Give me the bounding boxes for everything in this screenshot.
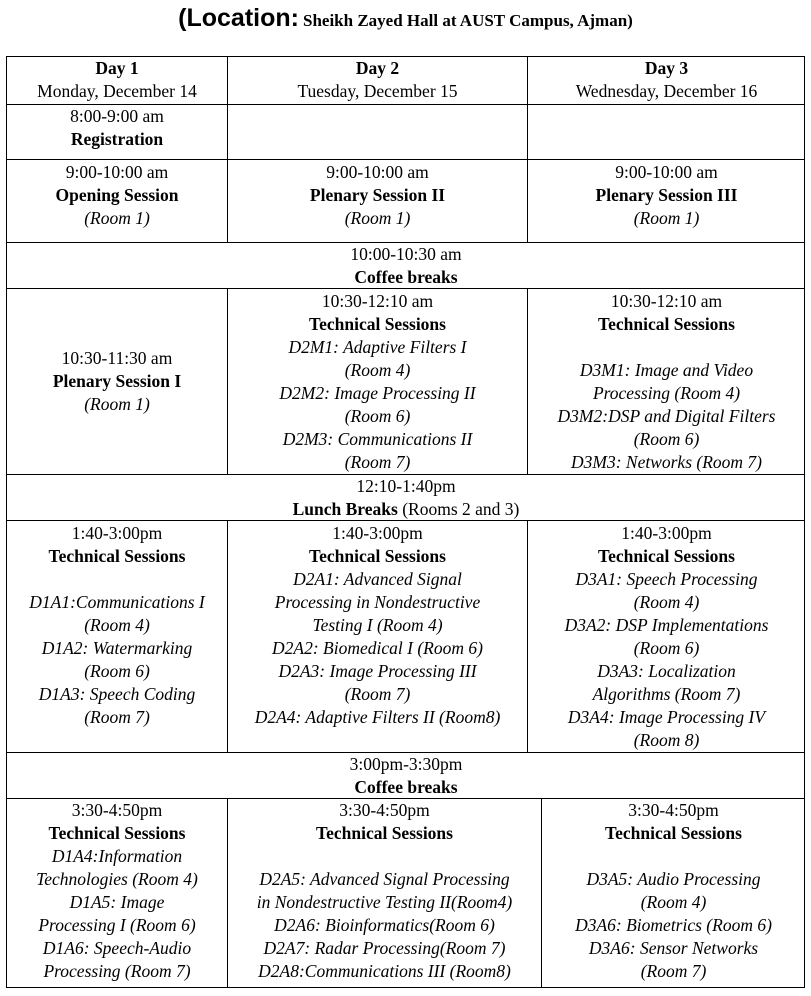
day1-plenary-cell: [7, 289, 227, 474]
day1-opening-cell: [7, 161, 227, 242]
session-line: D3A1: Speech Processing: [575, 569, 758, 589]
coffee-break-afternoon: [7, 753, 805, 798]
session-time: 3:30-4:50pm: [628, 800, 719, 820]
session-line: D1A1:Communications I: [29, 592, 205, 612]
session-line: D3A5: Audio Processing: [586, 869, 761, 889]
session-time: 10:30-11:30 am: [61, 348, 173, 368]
session-line: Processing (Room 7): [43, 961, 191, 981]
day1-afternoon1-cell: [7, 522, 227, 752]
session-line: Technologies (Room 4): [36, 869, 198, 889]
session-line: D1A5: Image: [69, 892, 165, 912]
session-label: Technical Sessions: [316, 823, 453, 843]
session-line: (Room 4): [84, 615, 150, 635]
session-time: 9:00-10:00 am: [615, 162, 718, 182]
session-time: 1:40-3:00pm: [621, 523, 712, 543]
session-time: 1:40-3:00pm: [71, 523, 163, 543]
location-heading: [0, 4, 811, 44]
coffee-break-morning: [7, 243, 805, 288]
session-room: (Room 1): [84, 208, 150, 228]
session-label: Technical Sessions: [605, 823, 742, 843]
location-venue: Sheikh Zayed Hall at AUST Campus, Ajman): [302, 11, 633, 30]
session-room: (Room 1): [633, 208, 700, 228]
session-line: (Room 7): [84, 707, 150, 727]
row-divider: [6, 159, 805, 160]
day1-date: Monday, December 14: [37, 81, 197, 101]
lunch-rooms: (Rooms 2 and 3): [402, 499, 520, 519]
session-line: D3A6: Biometrics (Room 6): [575, 915, 772, 935]
session-time: 9:00-10:00 am: [326, 162, 429, 182]
session-line: D2A2: Biomedical I (Room 6): [272, 638, 483, 658]
session-line: in Nondestructive Testing II(Room4): [256, 892, 513, 912]
session-label: Technical Sessions: [598, 314, 735, 334]
session-line: D1A3: Speech Coding: [38, 684, 196, 704]
break-time: 10:00-10:30 am: [350, 244, 462, 264]
location-prefix: (Location:: [178, 4, 299, 32]
break-label: Coffee breaks: [354, 777, 458, 797]
session-line: (Room 4): [344, 360, 411, 380]
session-line: D3M3: Networks (Room 7): [570, 452, 762, 472]
session-time: 9:00-10:00 am: [65, 162, 169, 182]
session-time: 3:30-4:50pm: [71, 800, 163, 820]
session-line: Processing (Room 4): [592, 383, 741, 403]
day1-header: [7, 57, 227, 104]
day3-header: [528, 57, 805, 104]
session-line: D2M1: Adaptive Filters I: [288, 337, 467, 357]
session-line: Processing in Nondestructive: [274, 592, 481, 612]
session-line: D3A4: Image Processing IV: [567, 707, 766, 727]
session-line: D1A2: Watermarking: [41, 638, 193, 658]
lunch-line: [293, 498, 520, 521]
session-line: Algorithms (Room 7): [592, 684, 741, 704]
session-label: Plenary Session II: [309, 185, 446, 205]
break-time: 3:00pm-3:30pm: [349, 754, 463, 774]
day1-title: Day 1: [95, 58, 139, 78]
session-label: Technical Sessions: [598, 546, 735, 566]
session-time: 3:30-4:50pm: [339, 800, 430, 820]
session-label: Plenary Session I: [52, 371, 182, 391]
session-line: D2A3: Image Processing III: [278, 661, 477, 681]
session-label: Technical Sessions: [48, 823, 186, 843]
session-line: D3M1: Image and Video: [579, 360, 754, 380]
session-time: 1:40-3:00pm: [332, 523, 423, 543]
day3-title: Day 3: [644, 58, 689, 78]
session-time: 10:30-12:10 am: [610, 291, 723, 311]
day2-morning-tech-cell: [228, 290, 527, 474]
session-line: D2A1: Advanced Signal: [293, 569, 462, 589]
session-label: Technical Sessions: [48, 546, 186, 566]
registration-cell: [7, 105, 227, 159]
day3-afternoon2-cell: [542, 799, 805, 987]
day3-morning-tech-cell: [528, 290, 805, 474]
day2-date: Tuesday, December 15: [297, 81, 458, 101]
session-line: Testing I (Room 4): [312, 615, 443, 635]
session-line: D3A2: DSP Implementations: [564, 615, 769, 635]
break-label: Lunch Breaks: [292, 499, 398, 519]
day2-plenary-cell: [228, 161, 527, 242]
session-line: D2A6: Bioinformatics(Room 6): [274, 915, 495, 935]
day3-afternoon1-cell: [528, 522, 805, 752]
session-line: D2M2: Image Processing II: [279, 383, 476, 403]
day1-afternoon2-cell: [7, 799, 227, 987]
session-line: D2A4: Adaptive Filters II (Room8): [254, 707, 501, 727]
day3-plenary-cell: [528, 161, 805, 242]
session-label: Opening Session: [55, 185, 179, 205]
registration-time: 8:00-9:00 am: [70, 106, 164, 126]
lunch-break: [7, 475, 805, 520]
session-line: (Room 6): [633, 429, 700, 449]
session-line: (Room 6): [344, 406, 411, 426]
session-line: (Room 7): [344, 684, 411, 704]
day3-date: Wednesday, December 16: [575, 81, 758, 101]
break-time: 12:10-1:40pm: [356, 476, 456, 496]
session-line: (Room 6): [633, 638, 700, 658]
session-label: Technical Sessions: [309, 546, 446, 566]
session-room: (Room 1): [84, 394, 150, 414]
break-label: Coffee breaks: [354, 267, 458, 287]
session-line: (Room 7): [344, 452, 411, 472]
session-line: D2A5: Advanced Signal Processing: [259, 869, 510, 889]
day2-afternoon2-cell: [228, 799, 541, 987]
session-line: D3M2:DSP and Digital Filters: [557, 406, 776, 426]
session-line: (Room 8): [633, 730, 700, 750]
session-line: D2A7: Radar Processing(Room 7): [263, 938, 506, 958]
session-line: Processing I (Room 6): [38, 915, 196, 935]
session-line: D1A4:Information: [51, 846, 183, 866]
registration-label: Registration: [70, 129, 164, 149]
session-line: (Room 6): [84, 661, 150, 681]
session-line: (Room 7): [640, 961, 707, 981]
session-line: (Room 4): [633, 592, 700, 612]
session-line: D3A6: Sensor Networks: [588, 938, 759, 958]
day2-header: [228, 57, 527, 104]
session-line: D3A3: Localization: [597, 661, 736, 681]
session-line: (Room 4): [640, 892, 707, 912]
session-time: 10:30-12:10 am: [321, 291, 434, 311]
session-line: D2A8:Communications III (Room8): [258, 961, 511, 981]
session-label: Technical Sessions: [309, 314, 446, 334]
session-room: (Room 1): [344, 208, 411, 228]
day2-afternoon1-cell: [228, 522, 527, 752]
session-label: Plenary Session III: [595, 185, 738, 205]
session-line: D1A6: Speech-Audio: [42, 938, 192, 958]
day2-title: Day 2: [355, 58, 400, 78]
session-line: D2M3: Communications II: [282, 429, 473, 449]
